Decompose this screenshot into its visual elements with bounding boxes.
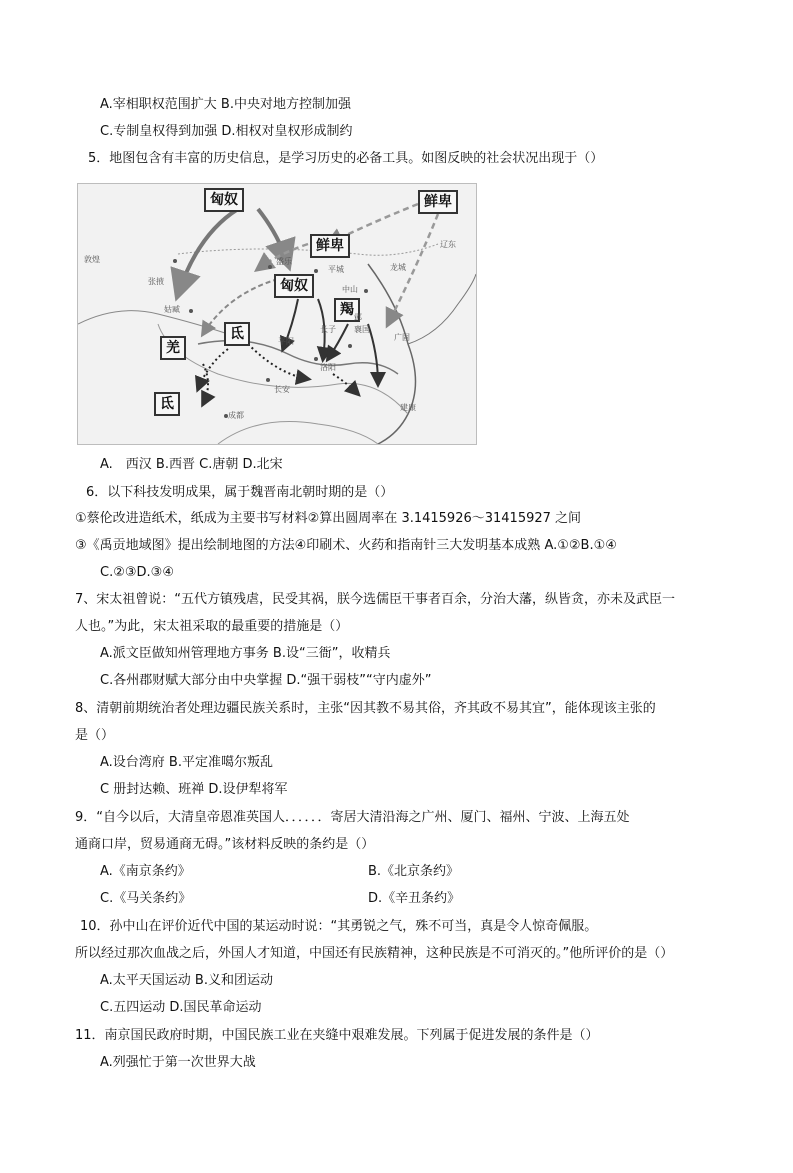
q9-option-b: B.《北京条约》 [368, 864, 460, 879]
q7-line2: C.各州郡财赋大部分由中央掌握 D.“强干弱枝”“守内虚外” [100, 673, 432, 688]
q6-line1: ①蔡伦改进造纸术，纸成为主要书写材料②算出圆周率在 3.1415926～31415927 之间 [75, 511, 582, 526]
q9-option-d: D.《辛丑条约》 [368, 891, 461, 906]
q10-line1: A.太平天国运动 B.义和团运动 [100, 973, 273, 988]
q7-stem-1: 7、宋太祖曾说：“五代方镇残虐，民受其祸，朕今选儒臣干事者百余，分治大藩，纵皆贪，亦未及武臣一 [75, 592, 676, 607]
label-xianbei-mid: 鲜卑 [310, 234, 350, 258]
city-label: 平城 [328, 265, 344, 274]
q9-option-c: C.《马关条约》 [100, 891, 192, 906]
city-label: 广固 [394, 333, 410, 342]
city-label: 长安 [274, 385, 290, 394]
label-xiongnu-mid: 匈奴 [274, 274, 314, 298]
historical-map [77, 183, 477, 445]
city-label: 长子 [320, 325, 336, 334]
city-label: 洛阳 [320, 363, 336, 372]
label-qiang: 羌 [160, 336, 186, 360]
label-xiongnu-top: 匈奴 [204, 188, 244, 212]
label-di-bottom: 氐 [154, 392, 180, 416]
q9-option-a: A.《南京条约》 [100, 864, 191, 879]
q8-line2: C 册封达赖、班禅 D.设伊犁将军 [100, 782, 288, 797]
city-label: 襄国 [354, 325, 370, 334]
city-label: 邺 [354, 313, 362, 322]
q11-line1: A.列强忙于第一次世界大战 [100, 1055, 256, 1070]
map-drawing [78, 184, 476, 444]
q8-line1: A.设台湾府 B.平定准噶尔叛乱 [100, 755, 273, 770]
q9-stem-2: 通商口岸，贸易通商无碍。”该材料反映的条约是（） [75, 837, 375, 852]
q10-stem-1: 10．孙中山在评价近代中国的某运动时说：“其勇锐之气，殊不可当，真是令人惊奇佩服。 [80, 919, 598, 934]
label-xianbei-top: 鲜卑 [418, 190, 458, 214]
q5-stem: 5．地图包含有丰富的历史信息，是学习历史的必备工具。如图反映的社会状况出现于（） [88, 151, 604, 166]
city-label: 张掖 [148, 277, 164, 286]
city-label: 建康 [400, 403, 416, 412]
q4-options-line1: A.宰相职权范围扩大 B.中央对地方控制加强 [100, 97, 351, 112]
q5-options: A. 西汉 B.西晋 C.唐朝 D.北宋 [100, 457, 283, 472]
city-label: 辽东 [440, 240, 456, 249]
city-label: 中山 [342, 285, 358, 294]
q6-line3: C.②③D.③④ [100, 565, 174, 580]
q10-stem-2: 所以经过那次血战之后，外国人才知道，中国还有民族精神，这种民族是不可消灭的。”他所评价的是（） [75, 946, 674, 961]
q8-stem-2: 是（） [75, 728, 115, 743]
q4-options-line2: C.专制皇权得到加强 D.相权对皇权形成制约 [100, 124, 353, 139]
q10-line2: C.五四运动 D.国民革命运动 [100, 1000, 262, 1015]
label-di-mid: 氐 [224, 322, 250, 346]
city-label: 平阳 [278, 337, 294, 346]
q6-line2: ③《禹贡地域图》提出绘制地图的方法④印刷术、火药和指南针三大发明基本成熟 A.①②B.①④ [75, 538, 617, 553]
city-label: 姑臧 [164, 305, 180, 314]
label-jie: 羯 [334, 298, 360, 322]
city-label: 盛乐 [276, 257, 292, 266]
q7-line1: A.派文臣做知州管理地方事务 B.设“三衙”，收精兵 [100, 646, 391, 661]
q11-stem: 11．南京国民政府时期，中国民族工业在夹缝中艰难发展。下列属于促进发展的条件是（） [75, 1028, 599, 1043]
city-label: 敦煌 [84, 255, 100, 264]
q8-stem-1: 8、清朝前期统治者处理边疆民族关系时，主张“因其教不易其俗，齐其政不易其宜”，能体现该主张的 [75, 701, 656, 716]
city-label: 龙城 [390, 263, 406, 272]
q7-stem-2: 人也。”为此，宋太祖采取的最重要的措施是（） [75, 619, 349, 634]
q6-stem: 6．以下科技发明成果，属于魏晋南北朝时期的是（） [86, 485, 394, 500]
q9-stem-1: 9．“自今以后，大清皇帝恩准英国人．．．．．．寄居大清沿海之广州、厦门、福州、宁波、上海五处 [75, 810, 630, 825]
city-label: 成都 [228, 411, 244, 420]
